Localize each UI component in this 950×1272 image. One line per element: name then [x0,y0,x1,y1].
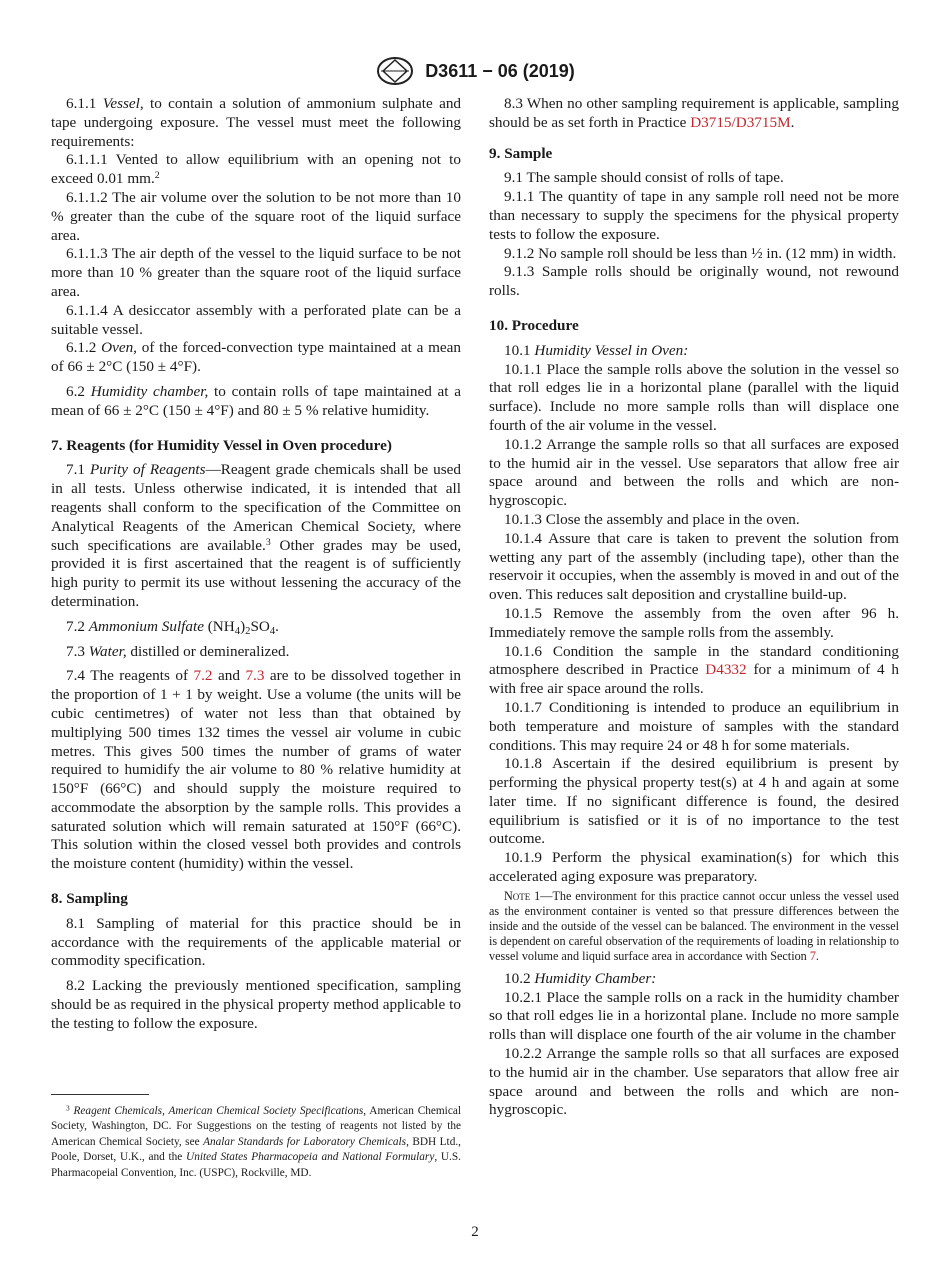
para-8-3: 8.3 When no other sampling requirement is applicable, sampling should be as set forth in Practice D3715/D3715M. [489,95,899,131]
section-heading-7: 7. Reagents (for Humidity Vessel in Oven procedure) [51,436,392,454]
para-6-1-2: 6.1.2 Oven, of the forced-convection type maintained at a mean of 66 ± 2°C (150 ± 4°F). [51,339,461,376]
section-heading-8: 8. Sampling [51,890,128,908]
section-heading-9: 9. Sample [489,144,553,162]
link-7-2[interactable]: 7.2 [193,667,213,685]
para-9-1-1: 9.1.1 The quantity of tape in any sample roll need not be more than necessary to supply the specimens for the physical property tests to follow the exposure. [489,188,899,243]
para-7-2: 7.2 Ammonium Sulfate $(NH_4)_2SO_4$. [66,617,279,637]
para-7-4: 7.4 The reagents of 7.2 and 7.3 are to be dissolved together in the proportion of 1 + 1 by weight. Use a volume (the units will be cubic centimetres) of water not less than that obtained by multiplying 500 times 132 times the vessel air volume in cubic metres. This gives 500 times the number of grams of water required to humidify the air volume to 80 % relative humidity at 150°F (66°C) and should supply the moisture required to accommodate the absorption by the sample rolls. This provides a saturated solution which will remain saturated at 150°F (66°C). This solution within the closed vessel both provides and controls the moisture content (humidity) within the vessel. [51,667,461,873]
link-section-7[interactable]: 7 [809,948,816,963]
para-10-1-2: 10.1.2 Arrange the sample rolls so that all surfaces are exposed to the humid air in the vessel. Use separators that allow free air space around and between the rolls and which are non-hygroscopic. [489,435,899,510]
para-10-1-9: 10.1.9 Perform the physical examination(s) for which this accelerated aging exposure was preparatory. [489,849,899,886]
note-1: Note 1—The environment for this practice cannot occur unless the vessel used as the environment container is vented so that pressure differences between the inside and the outside of the vessel can be balanced. The environment in the vessel is dependent on careful observation of the requirements of loading in relationship to vessel volume and liquid surface area in accordance with Section 7. [489,888,899,963]
footnote-divider [51,1094,149,1095]
footnote-3: $^3$ Reagent Chemicals, American Chemical Society Specifications, American Chemical Society, Washington, DC. For Suggestions on the testing of reagents not listed by the American Chemical Society, see Analar Standards for Laboratory Chemicals, BDH Ltd., Poole, Dorset, U.K., and the United States Pharmacopeia and National Formulary, U.S. Pharmacopeial Convention, Inc. (USPC), Rockville, MD. [51,1103,461,1179]
link-d4332[interactable]: D4332 [705,661,747,679]
para-6-1-1-4: 6.1.1.4 A desiccator assembly with a perforated plate can be a suitable vessel. [51,301,461,338]
link-7-3[interactable]: 7.3 [245,667,265,685]
section-heading-10: 10. Procedure [489,316,579,334]
link-d3715[interactable]: D3715/D3715M [690,113,791,131]
right-column [489,95,899,1120]
para-6-1-1-2: 6.1.1.2 The air volume over the solution to be not more than 10 % greater than the cube of the square root of the liquid surface area. [51,188,461,244]
para-9-1-3: 9.1.3 Sample rolls should be originally wound, not rewound rolls. [489,263,899,300]
para-7-1: 7.1 Purity of Reagents—Reagent grade chemicals shall be used in all tests. Unless otherwise indicated, it is intended that all reagents shall conform to the specification of the Committee on Analytical Reagents of the American Chemical Society, where such specifications are available.$^3$ Other grades may be used, provided it is first ascertained that the reagent is of sufficiently high purity to permit its use without lessening the accuracy of the determination. [51,461,462,610]
para-10-1-5: 10.1.5 Remove the assembly from the oven after 96 h. Immediately remove the sample rolls from the assembly. [489,604,899,641]
left-column [51,95,461,1034]
para-6-2: 6.2 Humidity chamber, to contain rolls of tape maintained at a mean of 66 ± 2°C (150 ± 4°F) and 80 ± 5 % relative humidity. [51,382,462,419]
para-10-1: 10.1 Humidity Vessel in Oven: [504,341,689,359]
para-10-1-4: 10.1.4 Assure that care is taken to prevent the solution from wetting any part of the assembly (including tape), other than the reservoir it occupies, when the assembly is moved in and out of the oven. This reduces salt deposition and crystalline build-up. [489,529,899,604]
para-9-1-2: 9.1.2 No sample roll should be less than ½ in. (12 mm) in width. [504,244,897,262]
para-6-1-1-1: 6.1.1.1 Vented to allow equilibrium with an opening not to exceed 0.01 mm.$^2$ [51,151,461,188]
para-10-1-1: 10.1.1 Place the sample rolls above the solution in the vessel so that roll edges lie in a horizontal plane (parallel with the liquid surface). Include no more sample rolls than will displace one fourth of the air volume in the vessel. [489,360,899,434]
astm-logo-icon [375,56,415,86]
para-7-3: 7.3 Water, distilled or demineralized. [66,642,290,660]
para-10-2-2: 10.2.2 Arrange the sample rolls so that all surfaces are exposed to the humid air in the chamber. Use separators that allow free air space around and between the rolls and which are non-hygroscopic. [489,1045,899,1119]
page-number: 2 [471,1224,479,1240]
para-8-2: 8.2 Lacking the previously mentioned specification, sampling should be as required in the physical property method applicable to the testing to follow the exposure. [51,977,461,1032]
para-8-1: 8.1 Sampling of material for this practice should be in accordance with the requirements of the applicable material or commodity specification. [51,914,461,970]
para-6-1-1-3: 6.1.1.3 The air depth of the vessel to the liquid surface to be not more than 10 % greater than the square root of the liquid surface area. [51,245,461,300]
para-10-1-7: 10.1.7 Conditioning is intended to produce an equilibrium in both temperature and moisture of samples with the standard conditions. This may require 24 or 48 h for some materials. [489,698,899,754]
para-10-1-3: 10.1.3 Close the assembly and place in the oven. [504,510,800,528]
para-10-1-8: 10.1.8 Ascertain if the desired equilibrium is present by performing the physical property test(s) at 4 h and again at some later time. If no significant difference is found, the desired equilibrium is satisfied or it is of no importance to the test outcome. [489,755,899,848]
para-9-1: 9.1 The sample should consist of rolls of tape. [504,169,784,187]
para-6-1-1: 6.1.1 Vessel, to contain a solution of ammonium sulphate and tape undergoing exposure. The vessel must meet the following requirements: [51,95,462,150]
standard-designation: D3611 − 06 (2019) [425,60,575,81]
para-10-2-1: 10.2.1 Place the sample rolls on a rack in the humidity chamber so that roll edges lie in a horizontal plane. Include no more sample rolls than will displace one fourth of the air volume in the chamber [489,988,899,1044]
page-header [0,56,950,86]
para-10-1-6: 10.1.6 Condition the sample in the standard conditioning atmosphere described in Practice D4332 for a minimum of 4 h with free air space around the rolls. [489,642,900,698]
para-10-2: 10.2 Humidity Chamber: [504,969,657,987]
